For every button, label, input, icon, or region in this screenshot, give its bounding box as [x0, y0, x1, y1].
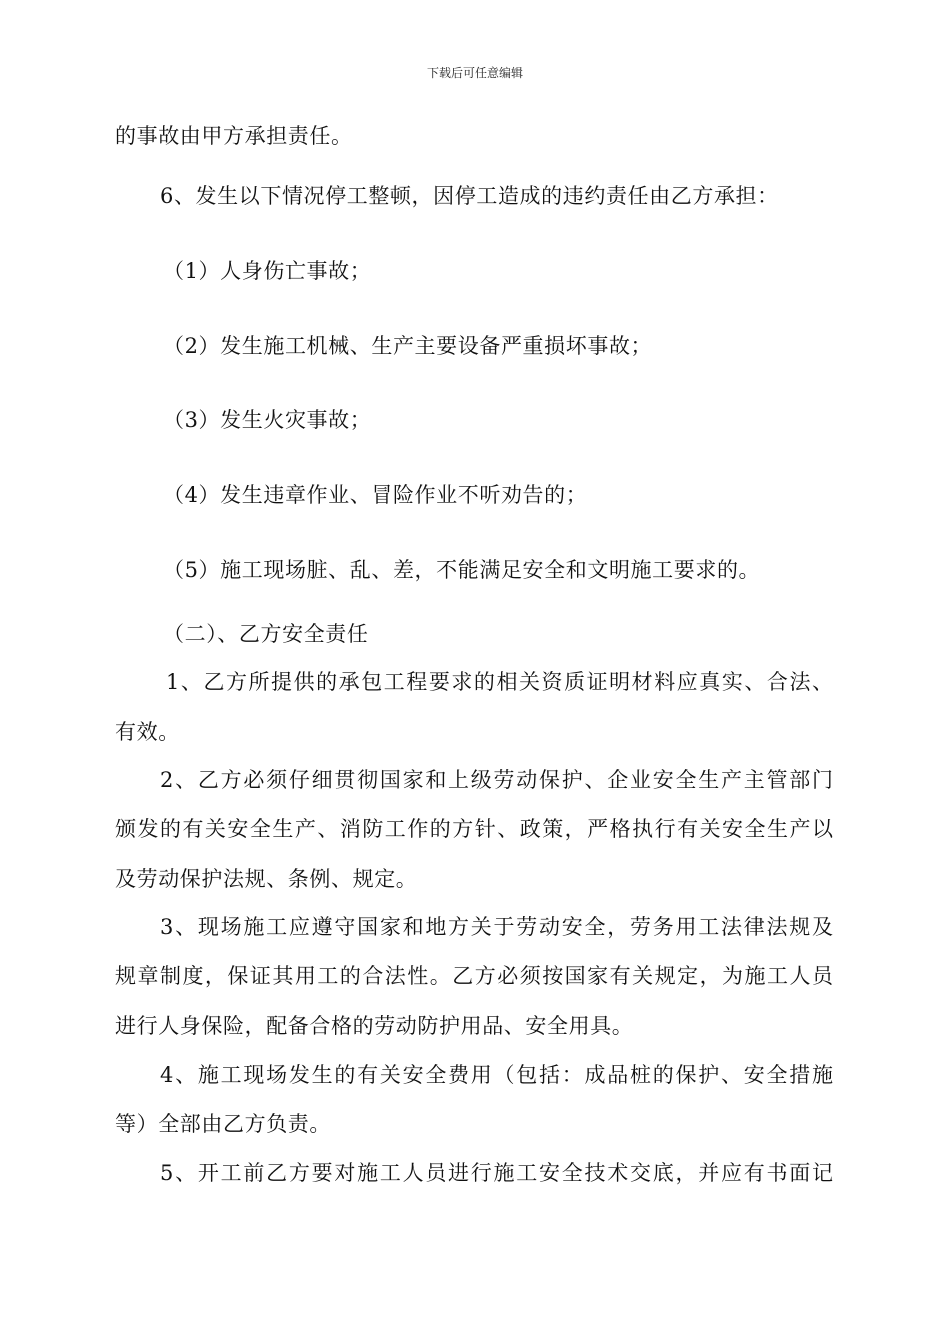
page-header: 下载后可任意编辑	[426, 66, 523, 80]
paragraph-line: 颁发的有关安全生产、消防工作的方针、政策，严格执行有关安全生产以	[115, 817, 833, 841]
paragraph-line: 2、乙方必须仔细贯彻国家和上级劳动保护、企业安全生产主管部门	[160, 768, 833, 792]
paragraph-line: 5、开工前乙方要对施工人员进行施工安全技术交底，并应有书面记	[160, 1161, 833, 1185]
paragraph-line: 规章制度，保证其用工的合法性。乙方必须按国家有关规定，为施工人员	[115, 964, 833, 988]
paragraph-line: 进行人身保险，配备合格的劳动防护用品、安全用具。	[115, 1014, 634, 1038]
paragraph-line: 3、现场施工应遵守国家和地方关于劳动安全，劳务用工法律法规及	[160, 915, 833, 939]
paragraph-line: 4、施工现场发生的有关安全费用（包括：成品桩的保护、安全措施	[160, 1063, 833, 1087]
clause-heading-6: 6、发生以下情况停工整顿，因停工造成的违约责任由乙方承担：	[160, 184, 779, 208]
paragraph-line: 及劳动保护法规、条例、规定。	[115, 867, 418, 891]
list-item-3: （3）发生火灾事故；	[163, 408, 372, 432]
paragraph-line: 1、乙方所提供的承包工程要求的相关资质证明材料应真实、合法、	[166, 670, 833, 694]
paragraph-line: 等）全部由乙方负责。	[115, 1112, 331, 1136]
list-item-1: （1）人身伤亡事故；	[163, 259, 372, 283]
list-item-4: （4）发生违章作业、冒险作业不听劝告的；	[163, 483, 588, 507]
paragraph-line: 有效。	[115, 720, 180, 744]
list-item-2: （2）发生施工机械、生产主要设备严重损坏事故；	[163, 334, 653, 358]
section-heading: （二）、乙方安全责任	[163, 622, 369, 646]
paragraph-line: 的事故由甲方承担责任。	[115, 124, 353, 148]
list-item-5: （5）施工现场脏、乱、差，不能满足安全和文明施工要求的。	[163, 558, 761, 582]
